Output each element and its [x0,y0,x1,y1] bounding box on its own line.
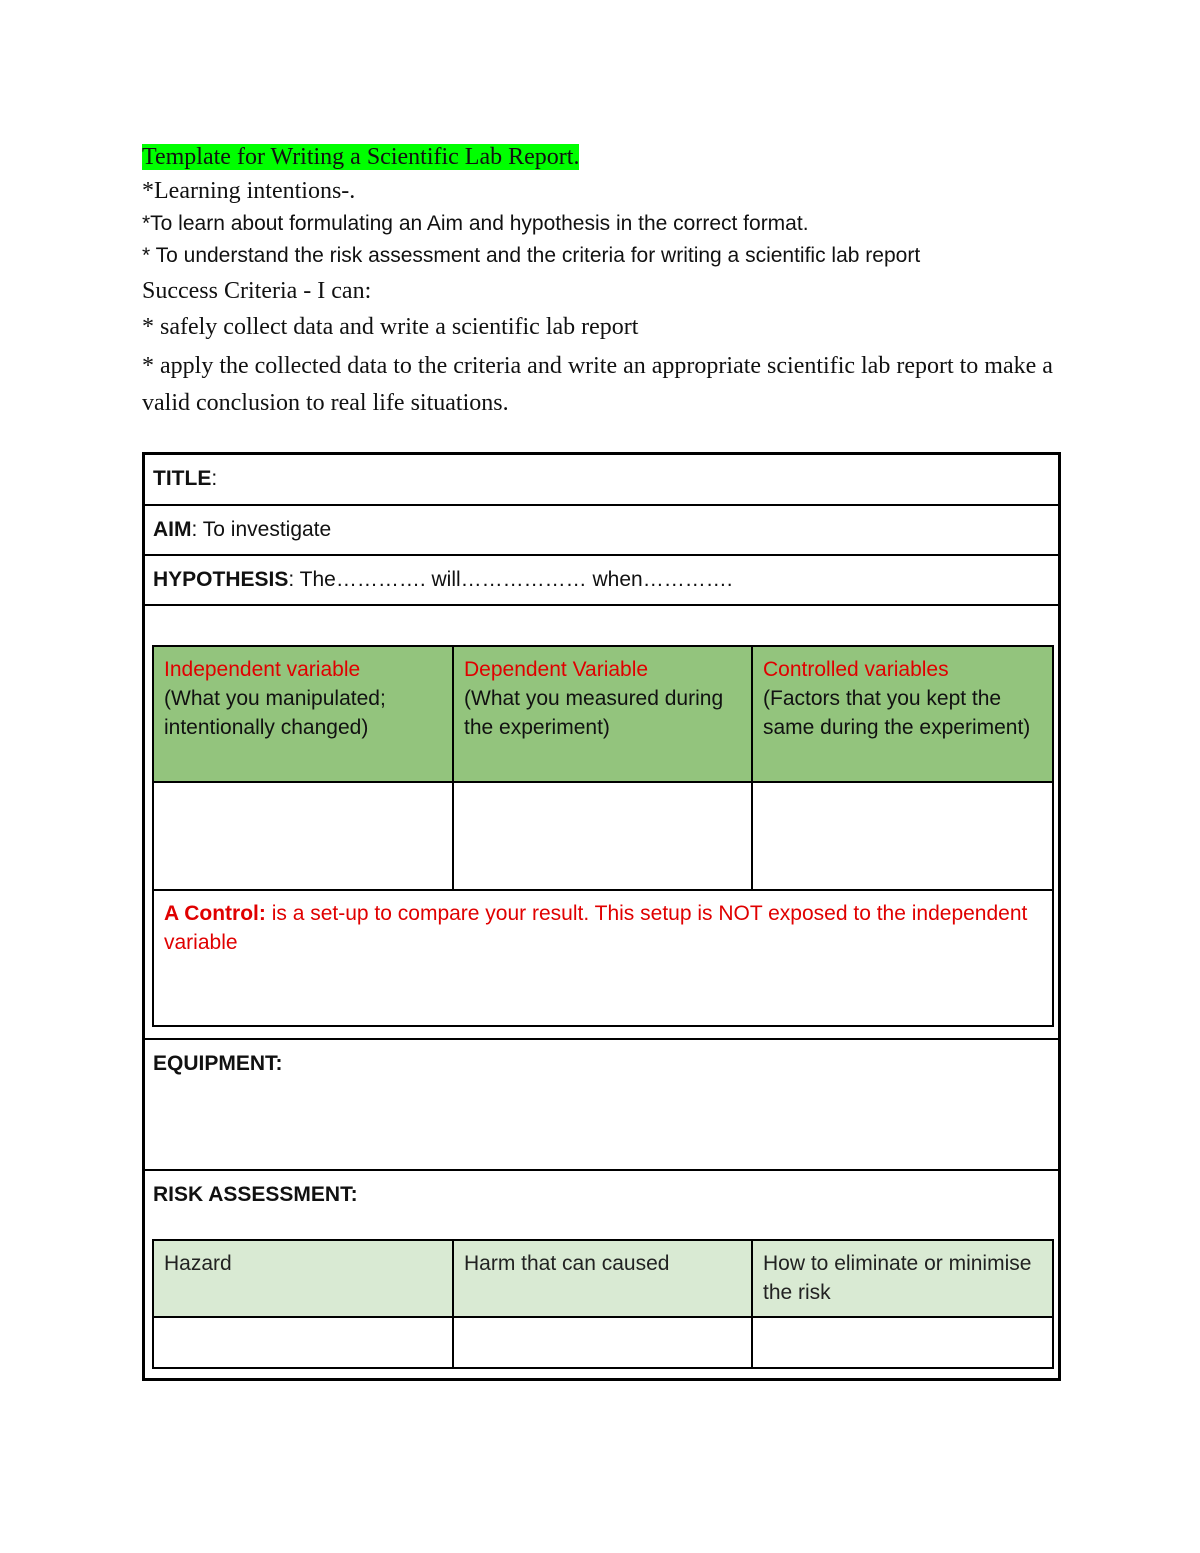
dependent-variable-cell[interactable] [453,782,752,890]
variables-section [145,606,1058,1040]
hypothesis-row[interactable] [145,556,1058,606]
variables-table [152,645,1054,1027]
equipment-row[interactable] [145,1040,1058,1171]
aim-row[interactable] [145,506,1058,556]
success-criteria-item: * safely collect data and write a scientific lab report [142,314,639,340]
control-label: A Control: [164,902,266,925]
eliminate-risk-header: How to eliminate or minimise the risk [752,1240,1053,1317]
learning-intention-item: *To learn about formulating an Aim and hypothesis in the correct format. [142,212,809,235]
document-title: Template for Writing a Scientific Lab Report. [142,144,580,170]
controlled-variables-header: Controlled variables (Factors that you kept the same during the experiment) [752,646,1053,782]
learning-intention-item: * To understand the risk assessment and the criteria for writing a scientific lab report [142,244,921,267]
risk-assessment-label: RISK ASSESSMENT: [153,1183,358,1206]
controlled-variables-cell[interactable] [752,782,1053,890]
hypothesis-text: : The…………. will……………… when…………. [288,568,733,591]
risk-table [152,1239,1054,1369]
hypothesis-label: HYPOTHESIS [153,568,289,591]
harm-header: Harm that can caused [453,1240,752,1317]
control-text: is a set-up to compare your result. This setup is NOT exposed to the independent variable [164,902,1028,954]
risk-assessment-section [145,1171,1058,1378]
dependent-variable-header: Dependent Variable (What you measured during the experiment) [453,646,752,782]
aim-label: AIM [153,518,192,541]
control-definition-cell[interactable] [153,890,1053,1026]
success-criteria-item: * apply the collected data to the criteria and write an appropriate scientific lab report to make a valid conclusion to real life situations. [142,353,1053,416]
title-row[interactable]: TITLE: [145,455,1058,506]
lab-report-form [142,452,1061,1381]
equipment-label: EQUIPMENT: [153,1052,283,1075]
eliminate-risk-cell[interactable] [752,1317,1053,1368]
aim-text: : To investigate [191,518,332,541]
success-criteria-heading: Success Criteria - I can: [142,278,372,304]
intro-section [142,140,1062,422]
hazard-cell[interactable] [153,1317,453,1368]
independent-variable-header: Independent variable (What you manipulated; intentionally changed) [153,646,453,782]
harm-cell[interactable] [453,1317,752,1368]
independent-variable-cell[interactable] [153,782,453,890]
title-label: TITLE [153,467,212,490]
learning-intentions-heading: *Learning intentions-. [142,178,356,204]
hazard-header: Hazard [153,1240,453,1317]
